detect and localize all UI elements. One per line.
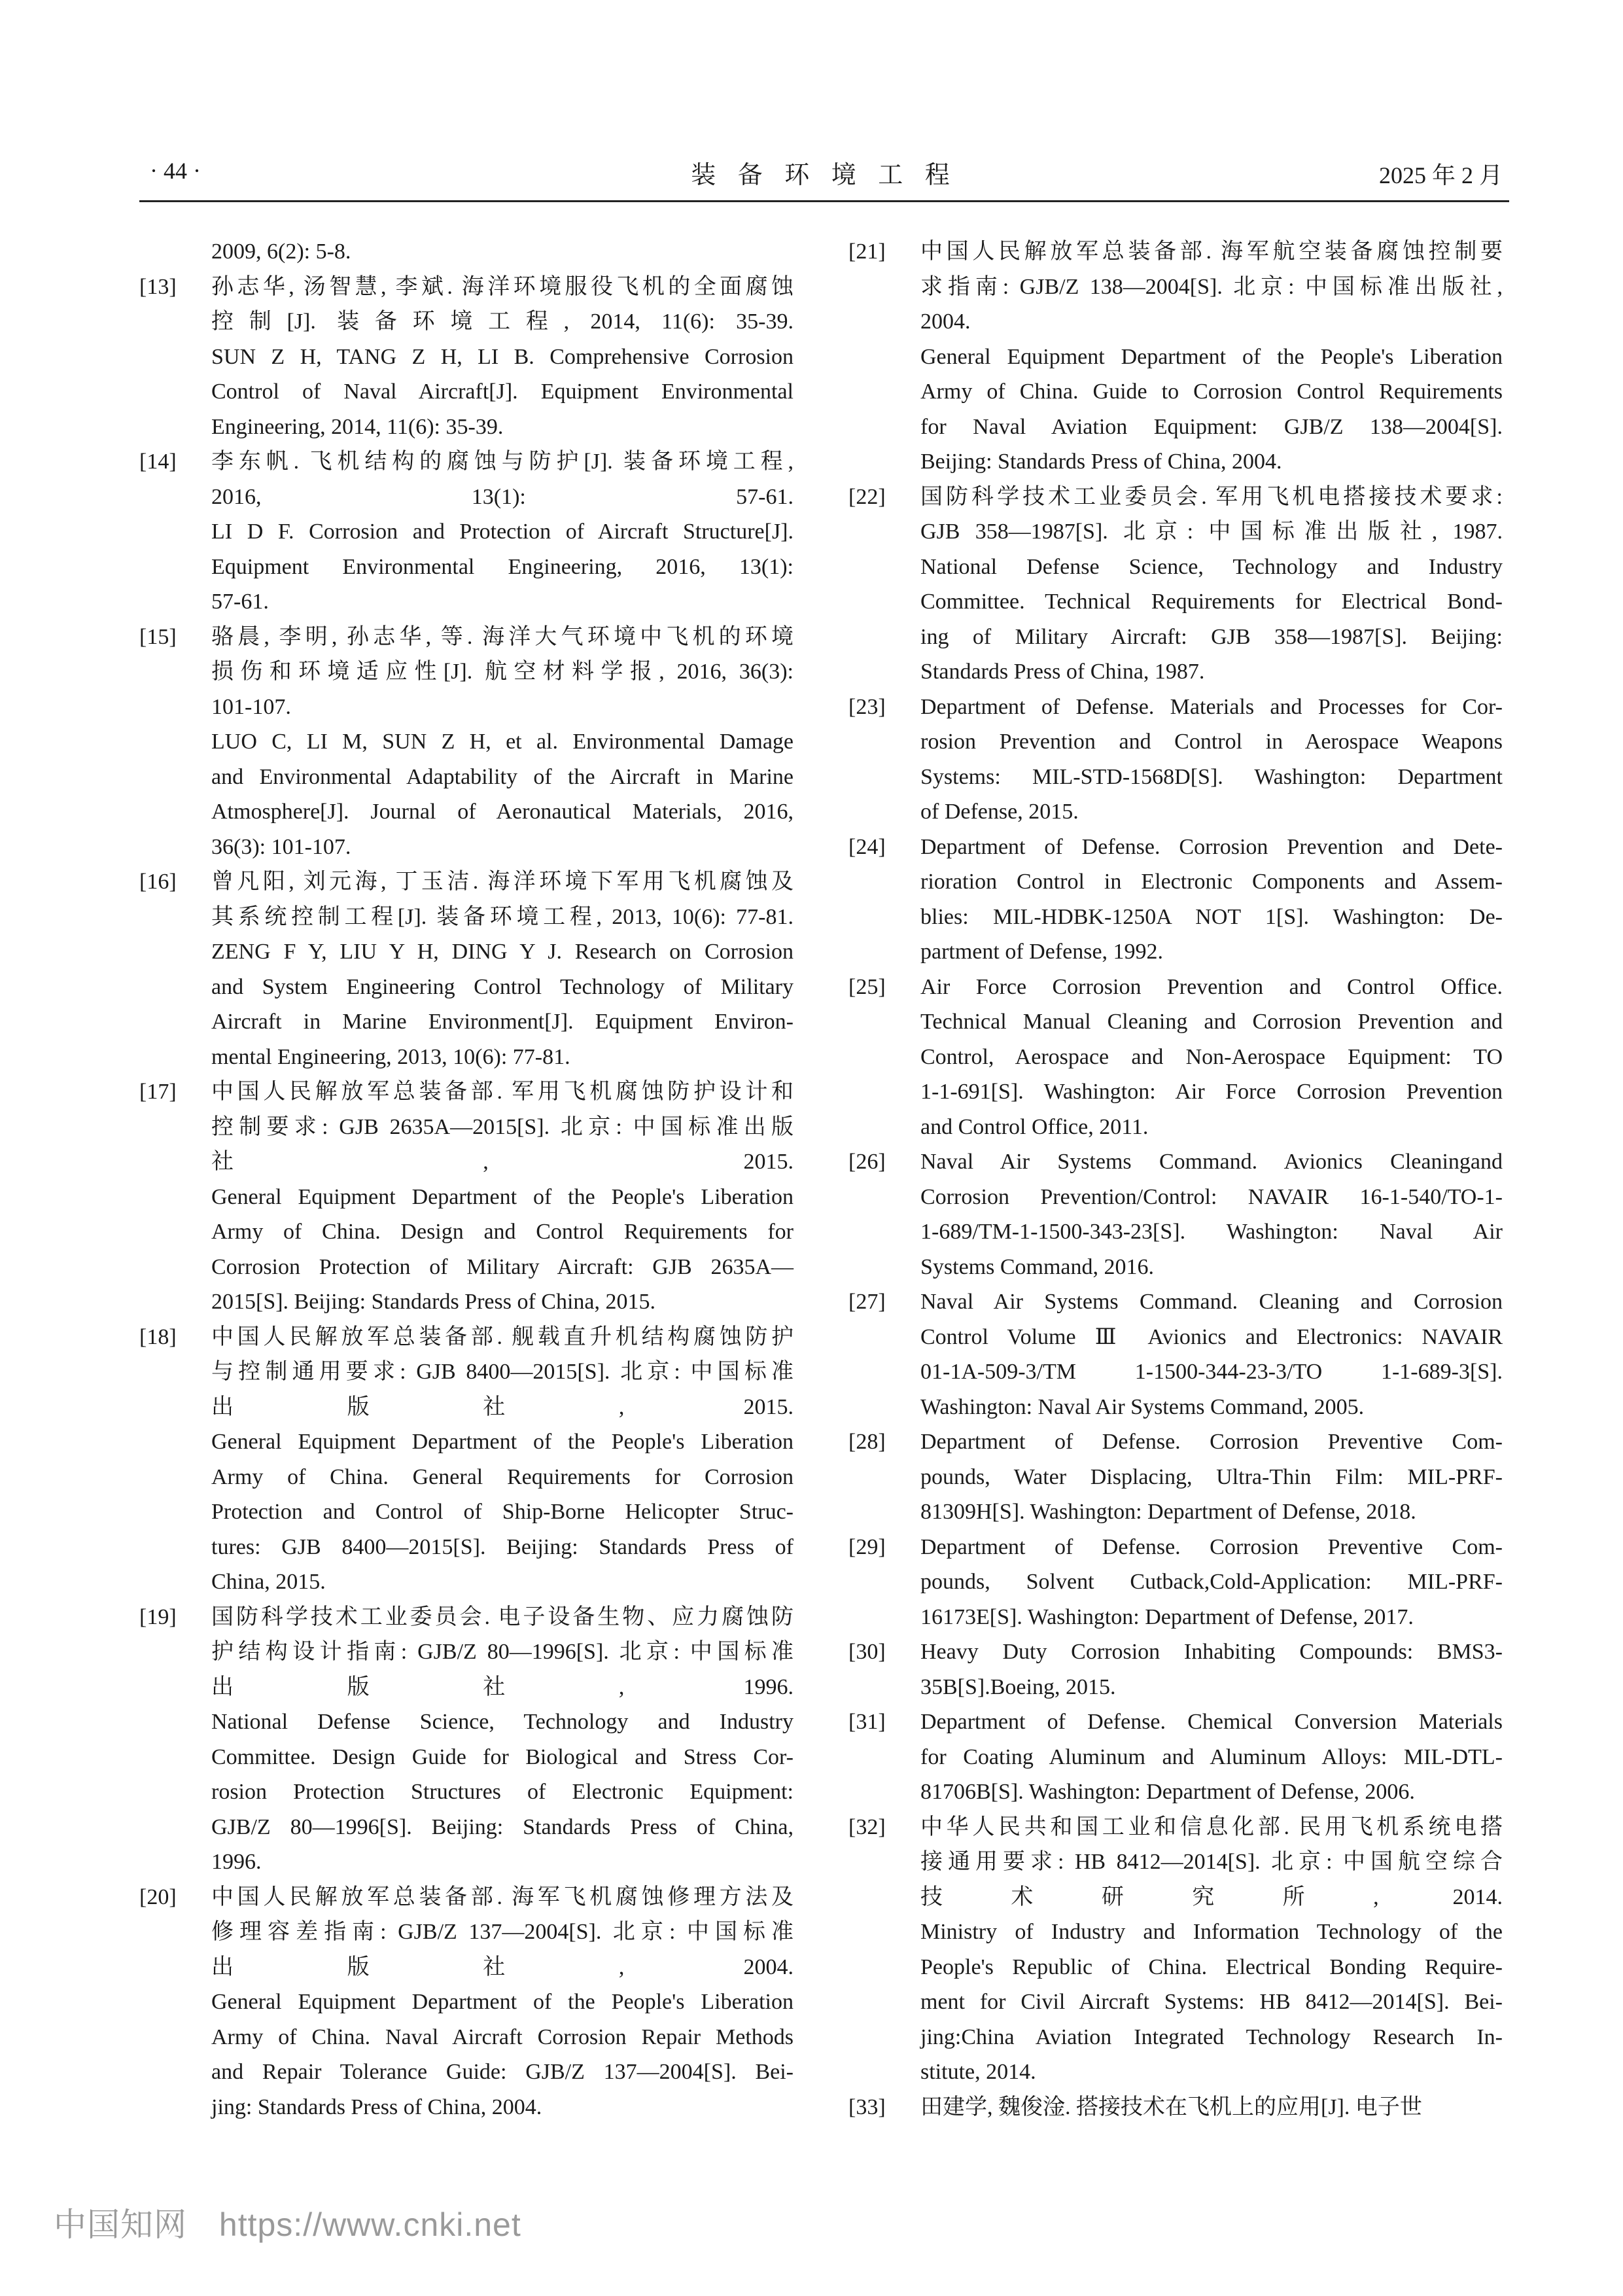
reference-line: 其系统控制工程[J]. 装备环境工程, 2013, 10(6): 77-81. [211,904,794,929]
reference-line: 田建学, 魏俊淦. 搭接技术在飞机上的应用[J]. 电子世 [920,2094,1422,2119]
reference-line: 国防科学技术工业委员会. 电子设备生物、应力腐蚀防 [211,1604,794,1629]
reference-line: Army of China. Guide to Corrosion Control Requirements [920,380,1503,404]
reference-line: jing: Standards Press of China, 2004. [211,2094,542,2119]
reference-line: Standards Press of China, 1987. [920,660,1205,684]
reference-line: partment of Defense, 1992. [920,940,1164,964]
reference-line: Washington: Naval Air Systems Command, 2005. [920,1394,1365,1419]
reference-line: Air Force Corrosion Prevention and Control Office. [920,974,1503,999]
reference-line: jing:China Aviation Integrated Technology Research In- [920,2024,1503,2049]
reference-line: ment for Civil Aircraft Systems: HB 8412—2014[S]. Bei- [920,1990,1503,2014]
reference-entry [139,444,794,620]
reference-line: 1-1-691[S]. Washington: Air Force Corrosion Prevention [920,1080,1503,1104]
reference-line: Naval Air Systems Command. Avionics Cleaningand [920,1150,1503,1174]
reference-number: [22] [848,484,886,509]
reference-line: Aircraft in Marine Environment[J]. Equipment Environ- [211,1010,794,1034]
reference-line: GJB/Z 80—1996[S]. Beijing: Standards Press of China, [211,1814,794,1839]
reference-line: Protection and Control of Ship-Borne Helicopter Struc- [211,1500,794,1524]
reference-line: and Environmental Adaptability of the Aircraft in Marine [211,764,794,789]
reference-line: 出版社, 2004. [211,1954,794,1979]
reference-number: [29] [848,1534,886,1559]
reference-line: 35B[S].Boeing, 2015. [920,1674,1116,1699]
reference-line: 孙志华, 汤智慧, 李斌. 海洋环境服役飞机的全面腐蚀 [211,274,794,299]
reference-number: [21] [848,239,886,264]
reference-line: 2015[S]. Beijing: Standards Press of China, 2015. [211,1290,656,1314]
reference-line: blies: MIL-HDBK-1250A NOT 1[S]. Washington: De- [920,904,1503,929]
reference-line: LUO C, LI M, SUN Z H, et al. Environmental Damage [211,730,794,754]
reference-number: [20] [139,1884,177,1909]
reference-entry [848,830,1503,970]
reference-line: ZENG F Y, LIU Y H, DING Y J. Research on Corrosion [211,940,794,964]
reference-entry [139,1320,794,1600]
reference-entry [848,970,1503,1145]
reference-line: 36(3): 101-107. [211,834,351,859]
reference-line: mental Engineering, 2013, 10(6): 77-81. [211,1044,570,1069]
reference-line: Systems Command, 2016. [920,1254,1155,1279]
reference-line: 控制[J]. 装备环境工程, 2014, 11(6): 35-39. [211,309,794,334]
watermark-url: https://www.cnki.net [218,2206,521,2243]
reference-line: 控制要求: GJB 2635A—2015[S]. 北京: 中国标准出版 [211,1114,794,1139]
reference-line: 修理容差指南: GJB/Z 137—2004[S]. 北京: 中国标准 [211,1920,794,1944]
reference-entry [848,1284,1503,1424]
reference-line: Army of China. Design and Control Requirements for [211,1220,794,1244]
reference-line: 01-1A-509-3/TM 1-1500-344-23-3/TO 1-1-689-3[S]. [920,1360,1503,1384]
reference-line: Ministry of Industry and Information Technology of the [920,1920,1503,1944]
reference-line: Department of Defense. Corrosion Prevention and Dete- [920,834,1503,859]
reference-number: [19] [139,1604,177,1629]
reference-line: Corrosion Protection of Military Aircraft: GJB 2635A— [211,1254,794,1279]
reference-line: for Naval Aviation Equipment: GJB/Z 138—2004[S]. [920,414,1503,439]
reference-entry [848,1704,1503,1810]
reference-line: tures: GJB 8400—2015[S]. Beijing: Standards Press of [211,1534,794,1559]
reference-line: 81309H[S]. Washington: Department of Defense, 2018. [920,1500,1416,1524]
reference-line: 李东帆. 飞机结构的腐蚀与防护[J]. 装备环境工程, [211,450,794,474]
reference-line: LI D F. Corrosion and Protection of Aircraft Structure[J]. [211,520,794,544]
reference-line: for Coating Aluminum and Aluminum Alloys: MIL-DTL- [920,1744,1503,1769]
reference-line: 出版社, 2015. [211,1394,794,1419]
reference-line: 国防科学技术工业委员会. 军用飞机电搭接技术要求: [920,484,1503,509]
reference-line: 技术研究所, 2014. [920,1884,1503,1909]
reference-entry [848,690,1503,830]
reference-line: and Repair Tolerance Guide: GJB/Z 137—2004[S]. Bei- [211,2060,794,2084]
reference-line: Engineering, 2014, 11(6): 35-39. [211,414,504,439]
reference-line: 1-689/TM-1-1500-343-23[S]. Washington: Naval Air [920,1220,1503,1244]
reference-line: and Control Office, 2011. [920,1114,1149,1139]
reference-entry [139,1600,794,1880]
reference-line: General Equipment Department of the People's Liberation [920,344,1503,369]
reference-entry [848,1144,1503,1284]
reference-line: 中国人民解放军总装备部. 海军飞机腐蚀修理方法及 [211,1884,794,1909]
page-header [139,154,1509,202]
reference-line: 损伤和环境适应性[J]. 航空材料学报, 2016, 36(3): [211,660,794,684]
reference-line: 出版社, 1996. [211,1674,794,1699]
reference-line: 中国人民解放军总装备部. 军用飞机腐蚀防护设计和 [211,1080,794,1104]
reference-number: [26] [848,1150,886,1174]
reference-column-right [848,234,1503,2125]
reference-line: 2009, 6(2): 5-8. [211,239,351,264]
reference-entry [139,864,794,1074]
reference-line: Department of Defense. Corrosion Preventive Com- [920,1430,1503,1454]
reference-line: Department of Defense. Materials and Processes for Cor- [920,694,1503,719]
reference-line: Systems: MIL-STD-1568D[S]. Washington: Department [920,764,1503,789]
reference-entry [848,1634,1503,1704]
journal-title: 装 备 环 境 工 程 [691,162,958,189]
reference-line: General Equipment Department of the People's Liberation [211,1990,794,2014]
reference-line: Control, Aerospace and Non-Aerospace Equipment: TO [920,1044,1503,1069]
reference-line: 曾凡阳, 刘元海, 丁玉洁. 海洋环境下军用飞机腐蚀及 [211,870,794,894]
watermark-site-name: 中国知网 [54,2206,187,2243]
reference-number: [24] [848,834,886,859]
reference-line: 2016, 13(1): 57-61. [211,484,794,509]
reference-entry [848,234,1503,480]
reference-number: [18] [139,1324,177,1349]
reference-line: 中国人民解放军总装备部. 舰载直升机结构腐蚀防护 [211,1324,794,1349]
page-number: · 44 · [150,158,201,184]
reference-number: [16] [139,870,177,894]
reference-line: Committee. Technical Requirements for Electrical Bond- [920,590,1503,614]
reference-entry [848,1424,1503,1530]
issue-date: 2025 年 2 月 [1378,162,1503,188]
reference-line: Beijing: Standards Press of China, 2004. [920,450,1282,474]
reference-number: [17] [139,1080,177,1104]
reference-line: National Defense Science, Technology and Industry [211,1710,794,1734]
reference-line: 16173E[S]. Washington: Department of Defense, 2017. [920,1604,1414,1629]
reference-line: Army of China. Naval Aircraft Corrosion Repair Methods [211,2024,794,2049]
reference-entry [139,1074,794,1320]
reference-line: Technical Manual Cleaning and Corrosion Prevention and [920,1010,1503,1034]
reference-line: and System Engineering Control Technology of Military [211,974,794,999]
reference-line: rioration Control in Electronic Components and Assem- [920,870,1503,894]
reference-line: 与控制通用要求: GJB 8400—2015[S]. 北京: 中国标准 [211,1360,794,1384]
reference-line: 求指南: GJB/Z 138—2004[S]. 北京: 中国标准出版社, [920,274,1503,299]
reference-number: [14] [139,450,177,474]
reference-line: 骆晨, 李明, 孙志华, 等. 海洋大气环境中飞机的环境 [211,624,794,649]
reference-line: GJB 358—1987[S]. 北京: 中国标准出版社, 1987. [920,520,1503,544]
reference-line: China, 2015. [211,1570,326,1594]
reference-line: rosion Prevention and Control in Aerospace Weapons [920,730,1503,754]
reference-line: Heavy Duty Corrosion Inhabiting Compounds: BMS3- [920,1640,1503,1664]
reference-line: SUN Z H, TANG Z H, LI B. Comprehensive Corrosion [211,344,794,369]
reference-number: [23] [848,694,886,719]
reference-line: 57-61. [211,590,269,614]
reference-line: Control of Naval Aircraft[J]. Equipment Environmental [211,380,794,404]
reference-number: [25] [848,974,886,999]
reference-entry [848,480,1503,690]
reference-column-left [139,234,794,2125]
reference-entry [848,1530,1503,1635]
reference-line: Army of China. General Requirements for Corrosion [211,1464,794,1489]
reference-line: Department of Defense. Corrosion Preventive Com- [920,1534,1503,1559]
reference-line: 中华人民共和国工业和信息化部. 民用飞机系统电搭 [920,1814,1503,1839]
reference-line: 接通用要求: HB 8412—2014[S]. 北京: 中国航空综合 [920,1850,1503,1874]
reference-entry [139,270,794,445]
reference-entry [848,1810,1503,2090]
reference-number: [32] [848,1814,886,1839]
reference-line: Atmosphere[J]. Journal of Aeronautical Materials, 2016, [211,800,794,824]
reference-line: stitute, 2014. [920,2060,1036,2084]
reference-number: [27] [848,1290,886,1314]
cnki-watermark [54,2199,521,2246]
reference-line: People's Republic of China. Electrical Bonding Require- [920,1954,1503,1979]
reference-line: General Equipment Department of the People's Liberation [211,1430,794,1454]
reference-line: Corrosion Prevention/Control: NAVAIR 16-1-540/TO-1- [920,1184,1503,1209]
reference-number: [28] [848,1430,886,1454]
reference-line: 社, 2015. [211,1150,794,1174]
reference-line: General Equipment Department of the People's Liberation [211,1184,794,1209]
reference-entry [139,620,794,865]
reference-number: [13] [139,274,177,299]
reference-number: [33] [848,2094,886,2119]
reference-line: pounds, Water Displacing, Ultra-Thin Film: MIL-PRF- [920,1464,1503,1489]
reference-number: [15] [139,624,177,649]
reference-line: Committee. Design Guide for Biological and Stress Cor- [211,1744,794,1769]
reference-line: ing of Military Aircraft: GJB 358—1987[S]. Beijing: [920,624,1503,649]
reference-number: [30] [848,1640,886,1664]
reference-line: 81706B[S]. Washington: Department of Defense, 2006. [920,1780,1415,1804]
reference-line: 101-107. [211,694,291,719]
reference-entry [139,1880,794,2125]
reference-line: 护结构设计指南: GJB/Z 80—1996[S]. 北京: 中国标准 [211,1640,794,1664]
reference-line: 1996. [211,1850,262,1874]
reference-number: [31] [848,1710,886,1734]
reference-line: pounds, Solvent Cutback,Cold-Application: MIL-PRF- [920,1570,1503,1594]
reference-line: 中国人民解放军总装备部. 海军航空装备腐蚀控制要 [920,239,1503,264]
reference-entry [139,234,794,270]
reference-line: Control Volume Ⅲ Avionics and Electronics: NAVAIR [920,1324,1503,1349]
reference-line: Department of Defense. Chemical Conversion Materials [920,1710,1503,1734]
reference-line: Naval Air Systems Command. Cleaning and Corrosion [920,1290,1503,1314]
reference-entry [848,2090,1503,2125]
reference-line: National Defense Science, Technology and Industry [920,554,1503,579]
reference-line: rosion Protection Structures of Electronic Equipment: [211,1780,794,1804]
reference-line: Equipment Environmental Engineering, 2016, 13(1): [211,554,794,579]
reference-line: 2004. [920,309,971,334]
reference-line: of Defense, 2015. [920,800,1079,824]
